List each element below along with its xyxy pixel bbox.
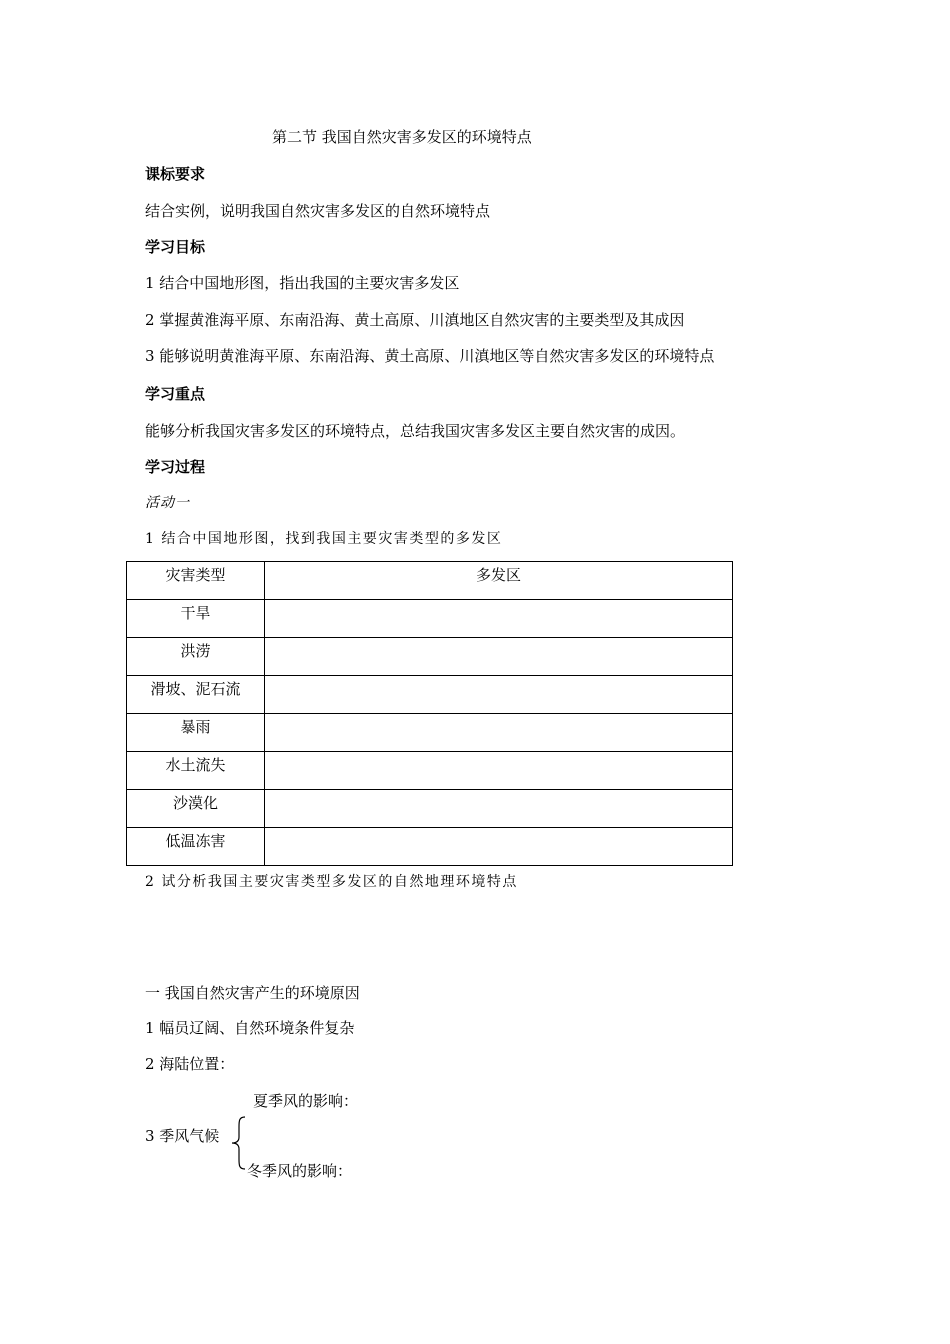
disaster-type-cell: 低温冻害 bbox=[127, 828, 265, 866]
goal-2: 2 掌握黄淮海平原、东南沿海、黄土高原、川滇地区自然灾害的主要类型及其成因 bbox=[145, 311, 685, 329]
area-cell[interactable] bbox=[265, 790, 733, 828]
process-heading: 学习过程 bbox=[145, 458, 206, 476]
disaster-type-cell: 暴雨 bbox=[127, 714, 265, 752]
curly-brace-icon bbox=[229, 1115, 249, 1171]
summer-monsoon-label: 夏季风的影响： bbox=[253, 1092, 359, 1110]
winter-monsoon-label: 冬季风的影响： bbox=[247, 1162, 353, 1180]
focus-text: 能够分析我国灾害多发区的环境特点，总结我国灾害多发区主要自然灾害的成因。 bbox=[145, 422, 686, 440]
table-row bbox=[127, 600, 733, 638]
table-row bbox=[127, 714, 733, 752]
monsoon-climate-label: 3 季风气候 bbox=[145, 1127, 220, 1145]
table-row bbox=[127, 676, 733, 714]
disaster-table bbox=[126, 561, 733, 866]
causes-heading: 一 我国自然灾害产生的环境原因 bbox=[145, 984, 360, 1002]
cause-item-2: 2 海陆位置： bbox=[145, 1055, 235, 1073]
page-title: 第二节 我国自然灾害多发区的环境特点 bbox=[272, 128, 532, 146]
header-frequent-area: 多发区 bbox=[265, 562, 733, 600]
table-row bbox=[127, 638, 733, 676]
activity-question-2: 2 试分析我国主要灾害类型多发区的自然地理环境特点 bbox=[145, 874, 518, 890]
disaster-type-cell: 水土流失 bbox=[127, 752, 265, 790]
table-row bbox=[127, 828, 733, 866]
standard-text: 结合实例，说明我国自然灾害多发区的自然环境特点 bbox=[145, 202, 491, 220]
focus-heading: 学习重点 bbox=[145, 385, 206, 403]
activity-question-1: 1 结合中国地形图，找到我国主要灾害类型的多发区 bbox=[145, 531, 503, 547]
cause-item-1: 1 幅员辽阔、自然环境条件复杂 bbox=[145, 1019, 355, 1037]
disaster-type-cell: 滑坡、泥石流 bbox=[127, 676, 265, 714]
disaster-type-cell: 洪涝 bbox=[127, 638, 265, 676]
area-cell[interactable] bbox=[265, 714, 733, 752]
goal-1: 1 结合中国地形图，指出我国的主要灾害多发区 bbox=[145, 274, 460, 292]
goals-heading: 学习目标 bbox=[145, 238, 206, 256]
area-cell[interactable] bbox=[265, 600, 733, 638]
area-cell[interactable] bbox=[265, 638, 733, 676]
table-header-row bbox=[127, 562, 733, 600]
header-disaster-type: 灾害类型 bbox=[127, 562, 265, 600]
area-cell[interactable] bbox=[265, 676, 733, 714]
standard-heading: 课标要求 bbox=[145, 165, 206, 183]
goal-3: 3 能够说明黄淮海平原、东南沿海、黄土高原、川滇地区等自然灾害多发区的环境特点 bbox=[145, 347, 715, 365]
area-cell[interactable] bbox=[265, 752, 733, 790]
activity-label: 活动一 bbox=[145, 495, 190, 511]
table-row bbox=[127, 752, 733, 790]
area-cell[interactable] bbox=[265, 828, 733, 866]
table-row bbox=[127, 790, 733, 828]
disaster-type-cell: 干旱 bbox=[127, 600, 265, 638]
disaster-type-cell: 沙漠化 bbox=[127, 790, 265, 828]
